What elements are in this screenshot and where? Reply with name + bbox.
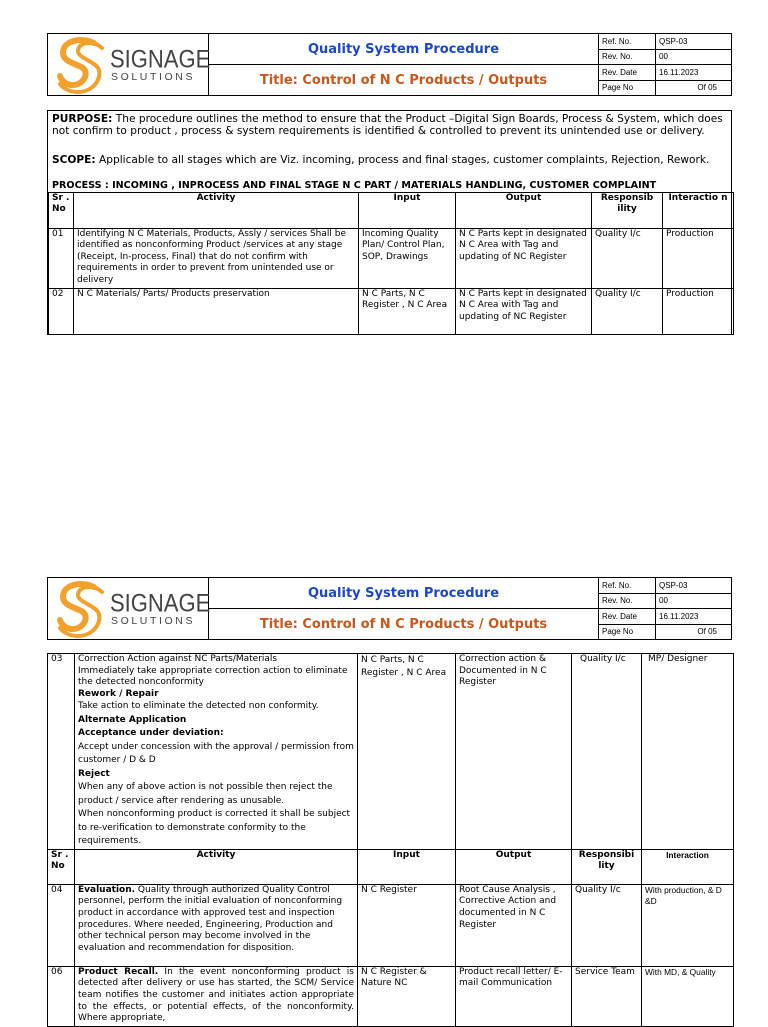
- col-activity: Activity: [74, 193, 359, 229]
- table-header-row: [49, 193, 734, 229]
- row-activity: [75, 966, 358, 1026]
- doc-type: Quality System Procedure: [209, 578, 599, 609]
- row-activity: [75, 654, 358, 850]
- rev-date-label: Rev. Date: [599, 65, 656, 81]
- table-row: [49, 289, 734, 335]
- scope-text: Applicable to all stages which are Viz. incoming, process and final stages, customer complaints, Rejection, Rework.: [95, 154, 710, 166]
- row-sr: 06: [48, 966, 75, 1026]
- recall-heading: Product Recall.: [78, 966, 159, 977]
- process-table-1: [48, 192, 734, 335]
- rework-text: Take action to eliminate the detected non conformity.: [78, 701, 319, 712]
- col-output: Output: [456, 849, 572, 884]
- recall-text: In the event nonconforming product is detected after delivery or use has started, the SCM/ Service team notifies the customer and initiates action appropriate to the effects, or potential effects, of the nonconformity. Where appropriate,: [78, 966, 354, 1024]
- table-row: [48, 884, 734, 966]
- table-row: [48, 966, 734, 1026]
- page-no-value: Of 05: [656, 624, 732, 640]
- table-row: [48, 654, 734, 850]
- row-interaction: Production: [663, 289, 734, 335]
- col-input: Input: [359, 193, 456, 229]
- company-name: SIGNAGE: [110, 45, 211, 73]
- col-sr: Sr . No: [48, 849, 75, 884]
- ref-no-value: QSP-03: [656, 34, 732, 50]
- row-activity: N C Materials/ Parts/ Products preservation: [74, 289, 359, 335]
- col-input: Input: [358, 849, 456, 884]
- page-no-value: Of 05: [656, 80, 732, 96]
- scope-paragraph: [52, 154, 728, 166]
- col-output: Output: [456, 193, 592, 229]
- ref-no-label: Ref. No.: [599, 578, 656, 594]
- company-name: SIGNAGE: [110, 589, 211, 617]
- rev-no-value: 00: [656, 593, 732, 609]
- row-output: N C Parts kept in designated N C Area with Tag and updating of NC Register: [456, 229, 592, 289]
- row-responsibility: Service Team: [572, 966, 642, 1026]
- row-sr: 04: [48, 884, 75, 966]
- deviation-heading: Acceptance under deviation:: [78, 728, 224, 739]
- row-input: N C Parts, N C Register , N C Area: [358, 654, 456, 850]
- rev-date-value: 16.11.2023: [656, 609, 732, 625]
- process-heading: PROCESS : INCOMING , INPROCESS AND FINAL STAGE N C PART / MATERIALS HANDLING, CUSTOMER COMPLAINT: [52, 180, 657, 191]
- process-table-2: [47, 653, 734, 1027]
- page1-header: [47, 33, 732, 96]
- rev-no-label: Rev. No.: [599, 49, 656, 65]
- col-responsibility: Responsibi lity: [572, 849, 642, 884]
- evaluation-text: Quality through authorized Quality Control personnel, perform the initial evaluation of nonconforming product in accordance with approved test and inspection procedures. Where needed, Engineering, Production and other technical person may become involved in the evaluation and recommendation for disposition.: [78, 884, 343, 953]
- doc-title: Title: Control of N C Products / Outputs: [209, 65, 599, 96]
- company-subname: SOLUTIONS: [111, 615, 196, 627]
- page2-header: [47, 577, 732, 640]
- row-output: Correction action & Documented in N C Register: [456, 654, 572, 850]
- row-interaction: MP/ Designer: [642, 654, 734, 850]
- ref-no-label: Ref. No.: [599, 34, 656, 50]
- rev-no-value: 00: [656, 49, 732, 65]
- scope-label: SCOPE:: [52, 154, 96, 166]
- row-responsibility: Quality I/c: [572, 654, 642, 850]
- reject-text: When any of above action is not possible then reject the product / service after rendering as unusable.: [78, 782, 333, 806]
- company-logo: [48, 34, 209, 96]
- row-responsibility: Quality I/c: [572, 884, 642, 966]
- col-interaction: Interaction: [642, 849, 734, 884]
- row-sr: 02: [49, 289, 74, 335]
- row-input: N C Parts, N C Register , N C Area: [359, 289, 456, 335]
- col-responsibility: Responsib ility: [592, 193, 663, 229]
- row-activity: [75, 884, 358, 966]
- company-subname: SOLUTIONS: [111, 71, 196, 83]
- purpose-text: The procedure outlines the method to ensure that the Product –Digital Sign Boards, Process & System, which does not confirm to product , process & system requirements is identified & controlled to prevent its unintended use or delivery.: [52, 113, 723, 137]
- purpose-label: PURPOSE:: [52, 113, 113, 125]
- rev-date-value: 16.11.2023: [656, 65, 732, 81]
- company-logo: [48, 578, 209, 640]
- row-sr: 03: [48, 654, 75, 850]
- deviation-text: Accept under concession with the approval / permission from customer / D & D: [78, 741, 354, 766]
- rev-no-label: Rev. No.: [599, 593, 656, 609]
- row-interaction: Production: [663, 229, 734, 289]
- alternate-heading: Alternate Application: [78, 714, 187, 725]
- row-input: N C Register: [358, 884, 456, 966]
- signage-logo-icon: [54, 580, 110, 640]
- table-header-row: [48, 849, 734, 884]
- page-no-label: Page No: [599, 624, 656, 640]
- row-activity: Identifying N C Materials, Products, Assly / services Shall be identified as nonconforming Product /services at any stage (Receipt, In-process, Final) that do not confirm with requirements in order to prevent from unintended use or delivery: [74, 229, 359, 289]
- signage-logo-icon: [54, 36, 110, 96]
- rework-heading: Rework / Repair: [78, 688, 159, 699]
- doc-type: Quality System Procedure: [209, 34, 599, 65]
- row-interaction: With production, & D &D: [642, 884, 734, 966]
- col-activity: Activity: [75, 849, 358, 884]
- reverify-text: When nonconforming product is corrected it shall be subject to re-verification to demonstrate conformity to the requirements.: [78, 809, 351, 847]
- row-interaction: With MD, & Quality: [642, 966, 734, 1026]
- purpose-paragraph: [52, 113, 728, 137]
- col-sr: Sr . No: [49, 193, 74, 229]
- rev-date-label: Rev. Date: [599, 609, 656, 625]
- row-input: Incoming Quality Plan/ Control Plan, SOP, Drawings: [359, 229, 456, 289]
- evaluation-heading: Evaluation.: [78, 884, 136, 895]
- table-row: [49, 229, 734, 289]
- purpose-section: [47, 110, 732, 335]
- ref-no-value: QSP-03: [656, 578, 732, 594]
- row-sr: 01: [49, 229, 74, 289]
- activity-line: Correction Action against NC Parts/Materials: [78, 654, 278, 664]
- row-responsibility: Quality I/c: [592, 229, 663, 289]
- reject-heading: Reject: [78, 768, 110, 779]
- row-output: N C Parts kept in designated N C Area with Tag and updating of NC Register: [456, 289, 592, 335]
- doc-title: Title: Control of N C Products / Outputs: [209, 609, 599, 640]
- col-interaction: Interactio n: [663, 193, 734, 229]
- page-no-label: Page No: [599, 80, 656, 96]
- activity-line: Immediately take appropriate correction action to eliminate the detected nonconformity: [78, 665, 348, 688]
- row-output: Product recall letter/ E-mail Communication: [456, 966, 572, 1026]
- row-responsibility: Quality I/c: [592, 289, 663, 335]
- row-input: N C Register & Nature NC: [358, 966, 456, 1026]
- row-output: Root Cause Analysis , Corrective Action and documented in N C Register: [456, 884, 572, 966]
